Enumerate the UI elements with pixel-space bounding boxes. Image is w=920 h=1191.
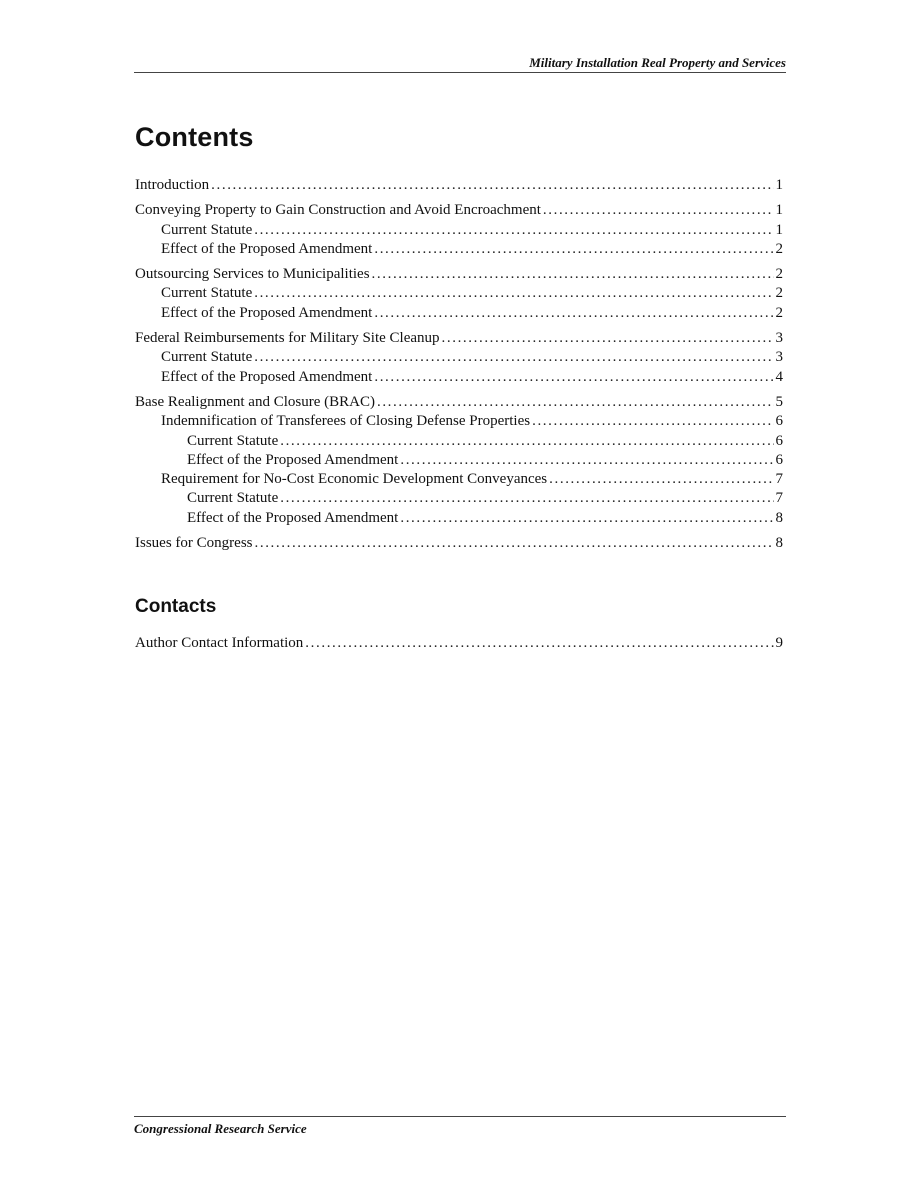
toc-entry-no-cost-edc[interactable]: Requirement for No-Cost Economic Development Conveyances ..... 7 xyxy=(135,470,783,489)
toc-entry-issues-for-congress[interactable]: Issues for Congress ..... 8 xyxy=(135,534,783,553)
running-header xyxy=(134,54,786,73)
toc-entry-effect-of-amendment[interactable]: Effect of the Proposed Amendment ..... 2 xyxy=(135,240,783,259)
header-title: Military Installation Real Property and Services xyxy=(529,55,786,70)
toc-entry-current-statute[interactable]: Current Statute ..... 1 xyxy=(135,221,783,240)
toc-entry-indemnification[interactable]: Indemnification of Transferees of Closing Defense Properties ..... 6 xyxy=(135,412,783,431)
toc-entry-current-statute[interactable]: Current Statute ..... 3 xyxy=(135,348,783,367)
toc-entry-federal-reimbursements[interactable]: Federal Reimbursements for Military Site Cleanup ..... 3 xyxy=(135,329,783,348)
toc-entry-effect-of-amendment[interactable]: Effect of the Proposed Amendment ..... 4 xyxy=(135,368,783,387)
toc-entry-conveying-property[interactable]: Conveying Property to Gain Construction and Avoid Encroachment ..... 1 xyxy=(135,201,783,220)
footer-text: Congressional Research Service xyxy=(134,1121,307,1136)
toc-entry-outsourcing-services[interactable]: Outsourcing Services to Municipalities ..... 2 xyxy=(135,265,783,284)
running-footer xyxy=(134,1116,786,1138)
toc-entry-current-statute[interactable]: Current Statute ..... 7 xyxy=(135,489,783,508)
toc-entry-effect-of-amendment[interactable]: Effect of the Proposed Amendment ..... 2 xyxy=(135,304,783,323)
toc-entry-brac[interactable]: Base Realignment and Closure (BRAC) ..... 5 xyxy=(135,393,783,412)
toc-entry-introduction[interactable]: Introduction ..... 1 xyxy=(135,176,783,195)
toc-entry-current-statute[interactable]: Current Statute ..... 2 xyxy=(135,284,783,303)
contents-heading: Contents xyxy=(135,122,254,152)
toc-entry-author-contact[interactable]: Author Contact Information ..... 9 xyxy=(135,634,783,653)
toc-entry-effect-of-amendment[interactable]: Effect of the Proposed Amendment ..... 6 xyxy=(135,451,783,470)
table-of-contents xyxy=(135,176,783,553)
contacts-list xyxy=(135,634,783,653)
toc-entry-effect-of-amendment[interactable]: Effect of the Proposed Amendment ..... 8 xyxy=(135,509,783,528)
contacts-heading: Contacts xyxy=(135,596,217,617)
toc-entry-current-statute[interactable]: Current Statute ..... 6 xyxy=(135,432,783,451)
